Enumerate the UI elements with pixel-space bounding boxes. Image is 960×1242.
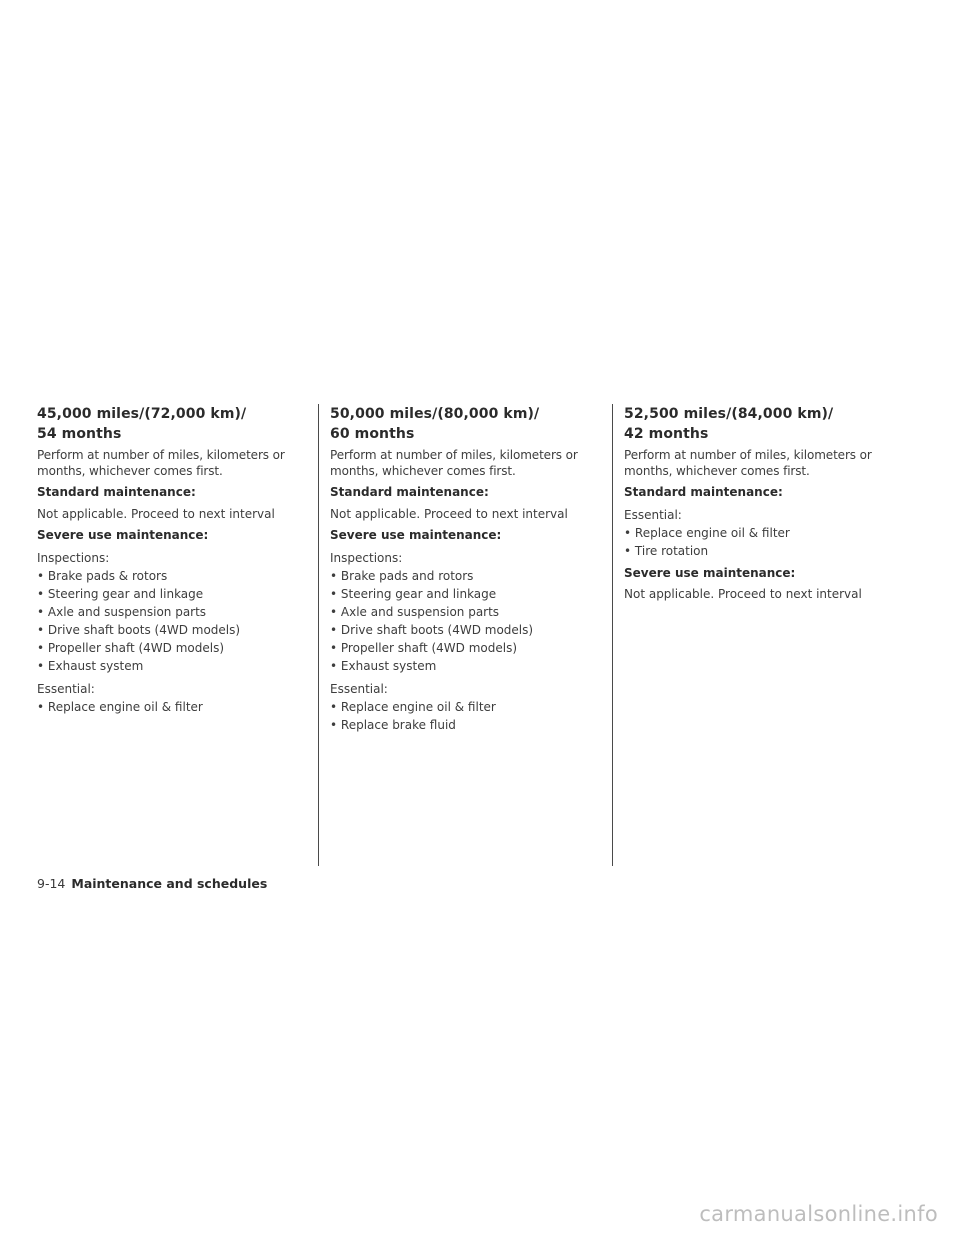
- standard-maintenance-text: Not applicable. Proceed to next interval: [330, 506, 568, 521]
- interval-column-52500: [624, 404, 898, 609]
- watermark: carmanualsonline.info: [699, 1202, 938, 1226]
- essential-label: Essential:: [37, 681, 95, 696]
- essential-list: [330, 698, 604, 734]
- inspections-label: Inspections:: [330, 550, 403, 565]
- section-name: Maintenance and schedules: [71, 876, 268, 891]
- list-item: • Propeller shaft (4WD models): [37, 639, 311, 657]
- severe-maintenance-text: Not applicable. Proceed to next interval: [624, 587, 862, 601]
- standard-maintenance-text: Not applicable. Proceed to next interval: [37, 506, 275, 521]
- interval-intro: Perform at number of miles, kilometers or months, whichever comes first.: [330, 448, 578, 478]
- list-item: • Exhaust system: [330, 657, 604, 675]
- inspections-label: Inspections:: [37, 550, 110, 565]
- list-item: • Steering gear and linkage: [330, 585, 604, 603]
- list-item: • Replace brake fluid: [330, 716, 604, 734]
- column-divider: [318, 404, 319, 866]
- interval-heading: 45,000 miles/(72,000 km)/ 54 months: [37, 406, 247, 442]
- severe-maintenance-label: Severe use maintenance:: [37, 528, 209, 542]
- essential-label: Essential:: [330, 681, 388, 696]
- list-item: • Axle and suspension parts: [330, 603, 604, 621]
- page-number: 9-14: [37, 876, 66, 891]
- interval-intro: Perform at number of miles, kilometers or months, whichever comes first.: [624, 448, 872, 478]
- interval-intro: Perform at number of miles, kilometers or months, whichever comes first.: [37, 448, 285, 478]
- standard-maintenance-label: Standard maintenance:: [330, 485, 489, 499]
- interval-column-45000: [37, 404, 311, 722]
- list-item: • Steering gear and linkage: [37, 585, 311, 603]
- standard-maintenance-label: Standard maintenance:: [37, 485, 196, 499]
- standard-maintenance-label: Standard maintenance:: [624, 485, 783, 499]
- page-footer: [37, 876, 267, 891]
- inspections-list: [37, 567, 311, 675]
- list-item: • Drive shaft boots (4WD models): [330, 621, 604, 639]
- column-divider: [612, 404, 613, 866]
- essential-list: [624, 524, 898, 560]
- list-item: • Brake pads and rotors: [330, 567, 604, 585]
- severe-maintenance-label: Severe use maintenance:: [624, 565, 796, 580]
- interval-column-50000: [330, 404, 604, 740]
- interval-heading: 50,000 miles/(80,000 km)/ 60 months: [330, 406, 540, 442]
- list-item: • Axle and suspension parts: [37, 603, 311, 621]
- list-item: • Drive shaft boots (4WD models): [37, 621, 311, 639]
- list-item: • Replace engine oil & filter: [330, 698, 604, 716]
- list-item: • Tire rotation: [624, 542, 898, 560]
- severe-maintenance-label: Severe use maintenance:: [330, 528, 502, 542]
- essential-label: Essential:: [624, 507, 682, 522]
- list-item: • Replace engine oil & filter: [37, 698, 311, 716]
- inspections-list: [330, 567, 604, 675]
- list-item: • Brake pads & rotors: [37, 567, 311, 585]
- interval-heading: 52,500 miles/(84,000 km)/ 42 months: [624, 406, 834, 442]
- list-item: • Replace engine oil & filter: [624, 524, 898, 542]
- list-item: • Exhaust system: [37, 657, 311, 675]
- list-item: • Propeller shaft (4WD models): [330, 639, 604, 657]
- essential-list: [37, 698, 311, 716]
